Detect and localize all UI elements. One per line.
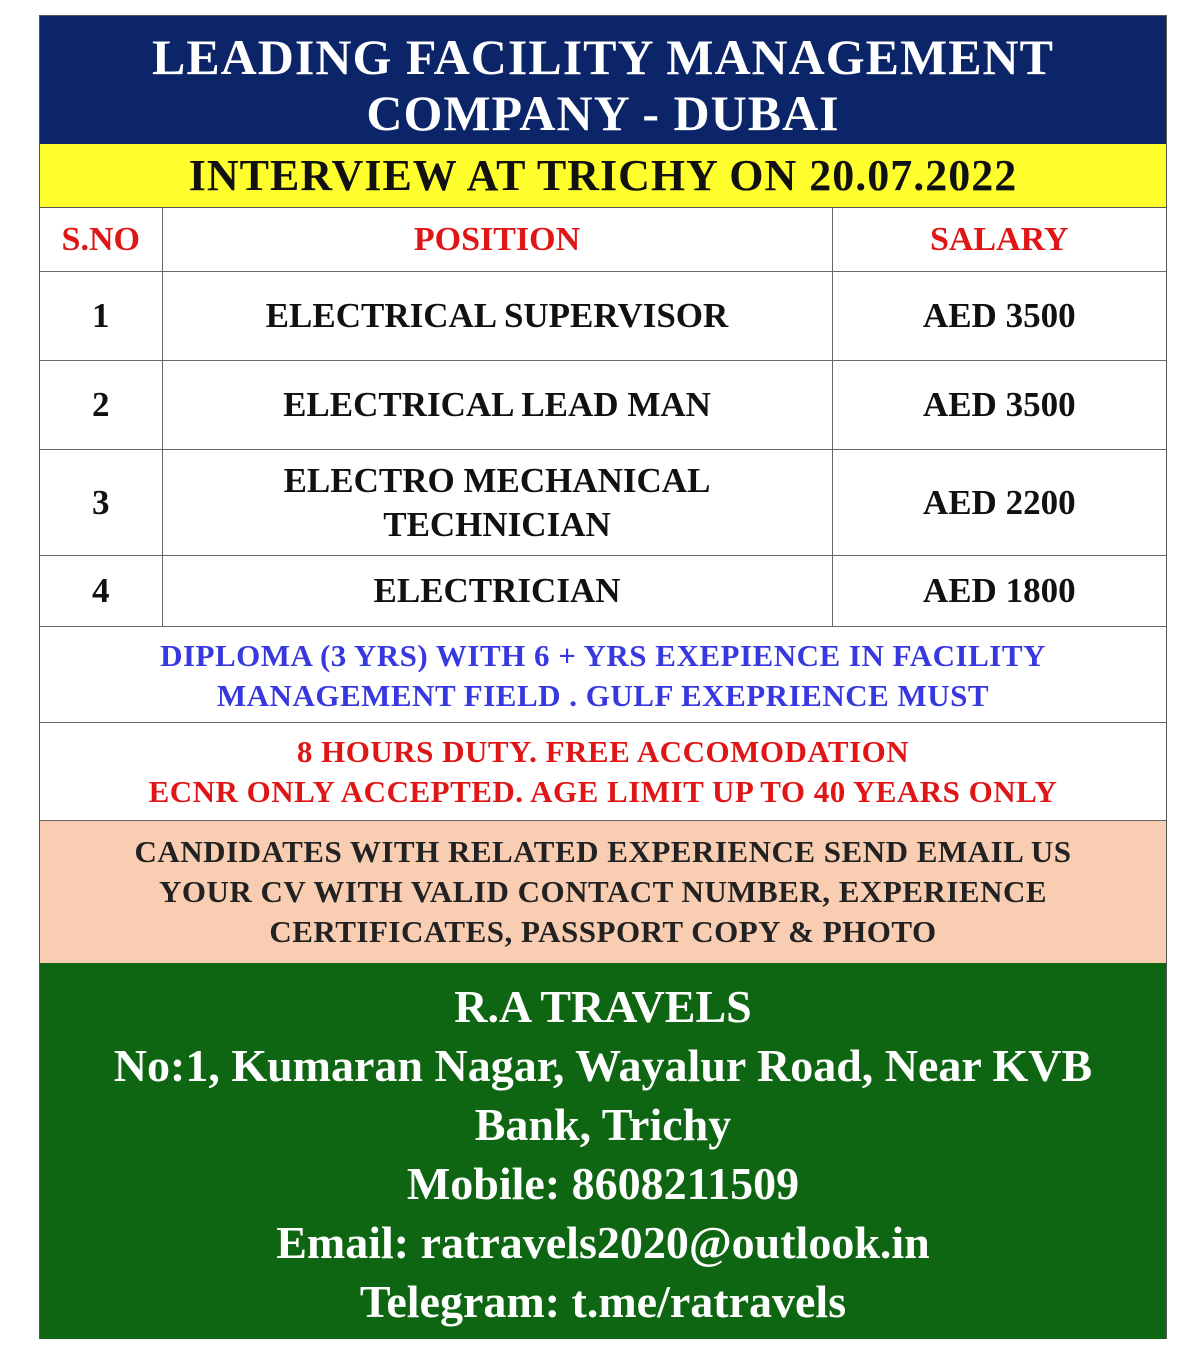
requirements-note xyxy=(40,627,1166,723)
row-sno: 3 xyxy=(40,450,162,556)
row-sno: 1 xyxy=(40,272,162,361)
telegram-link: Telegram: t.me/ratravels xyxy=(359,1276,847,1327)
apply-line-3: CERTIFICATES, PASSPORT COPY & PHOTO xyxy=(269,914,937,949)
apply-line-2: YOUR CV WITH VALID CONTACT NUMBER, EXPERIENCE xyxy=(158,874,1048,909)
conditions-note xyxy=(40,723,1166,821)
table-row xyxy=(40,556,1166,627)
company-name: R.A TRAVELS xyxy=(454,981,752,1032)
row-position-line-1: ELECTRO MECHANICAL xyxy=(283,460,711,500)
interview-banner: INTERVIEW AT TRICHY ON 20.07.2022 xyxy=(40,144,1166,208)
table-header-row xyxy=(40,208,1166,272)
title-line-2: COMPANY - DUBAI xyxy=(366,85,840,141)
address-line-2: Bank, Trichy xyxy=(474,1099,732,1150)
header-position: POSITION xyxy=(162,208,832,272)
table-row xyxy=(40,361,1166,450)
row-position xyxy=(162,450,832,556)
table-row xyxy=(40,272,1166,361)
requirements-line-2: MANAGEMENT FIELD . GULF EXEPRIENCE MUST xyxy=(216,678,990,713)
conditions-line-2: ECNR ONLY ACCEPTED. AGE LIMIT UP TO 40 YEARS ONLY xyxy=(148,774,1058,809)
apply-line-1: CANDIDATES WITH RELATED EXPERIENCE SEND EMAIL US xyxy=(134,834,1072,869)
header-sno: S.NO xyxy=(40,208,162,272)
row-sno: 4 xyxy=(40,556,162,627)
email-address: Email: ratravels2020@outlook.in xyxy=(276,1217,930,1268)
row-position-line-2: TECHNICIAN xyxy=(383,504,611,544)
table-row xyxy=(40,450,1166,556)
conditions-line-1: 8 HOURS DUTY. FREE ACCOMODATION xyxy=(296,734,910,769)
contact-block xyxy=(40,963,1166,1339)
row-salary: AED 2200 xyxy=(832,450,1166,556)
row-position: ELECTRICAL LEAD MAN xyxy=(162,361,832,450)
row-salary: AED 1800 xyxy=(832,556,1166,627)
row-position: ELECTRICAL SUPERVISOR xyxy=(162,272,832,361)
job-poster xyxy=(39,15,1167,1339)
requirements-line-1: DIPLOMA (3 YRS) WITH 6 + YRS EXEPIENCE IN FACILITY xyxy=(160,638,1046,673)
poster-title xyxy=(40,16,1166,144)
positions-table xyxy=(40,208,1166,627)
mobile-number: Mobile: 8608211509 xyxy=(406,1158,800,1209)
row-position: ELECTRICIAN xyxy=(162,556,832,627)
row-salary: AED 3500 xyxy=(832,361,1166,450)
apply-instructions xyxy=(40,821,1166,963)
header-salary: SALARY xyxy=(832,208,1166,272)
row-sno: 2 xyxy=(40,361,162,450)
address-line-1: No:1, Kumaran Nagar, Wayalur Road, Near KVB xyxy=(113,1040,1093,1091)
title-line-1: LEADING FACILITY MANAGEMENT xyxy=(151,29,1055,85)
row-salary: AED 3500 xyxy=(832,272,1166,361)
